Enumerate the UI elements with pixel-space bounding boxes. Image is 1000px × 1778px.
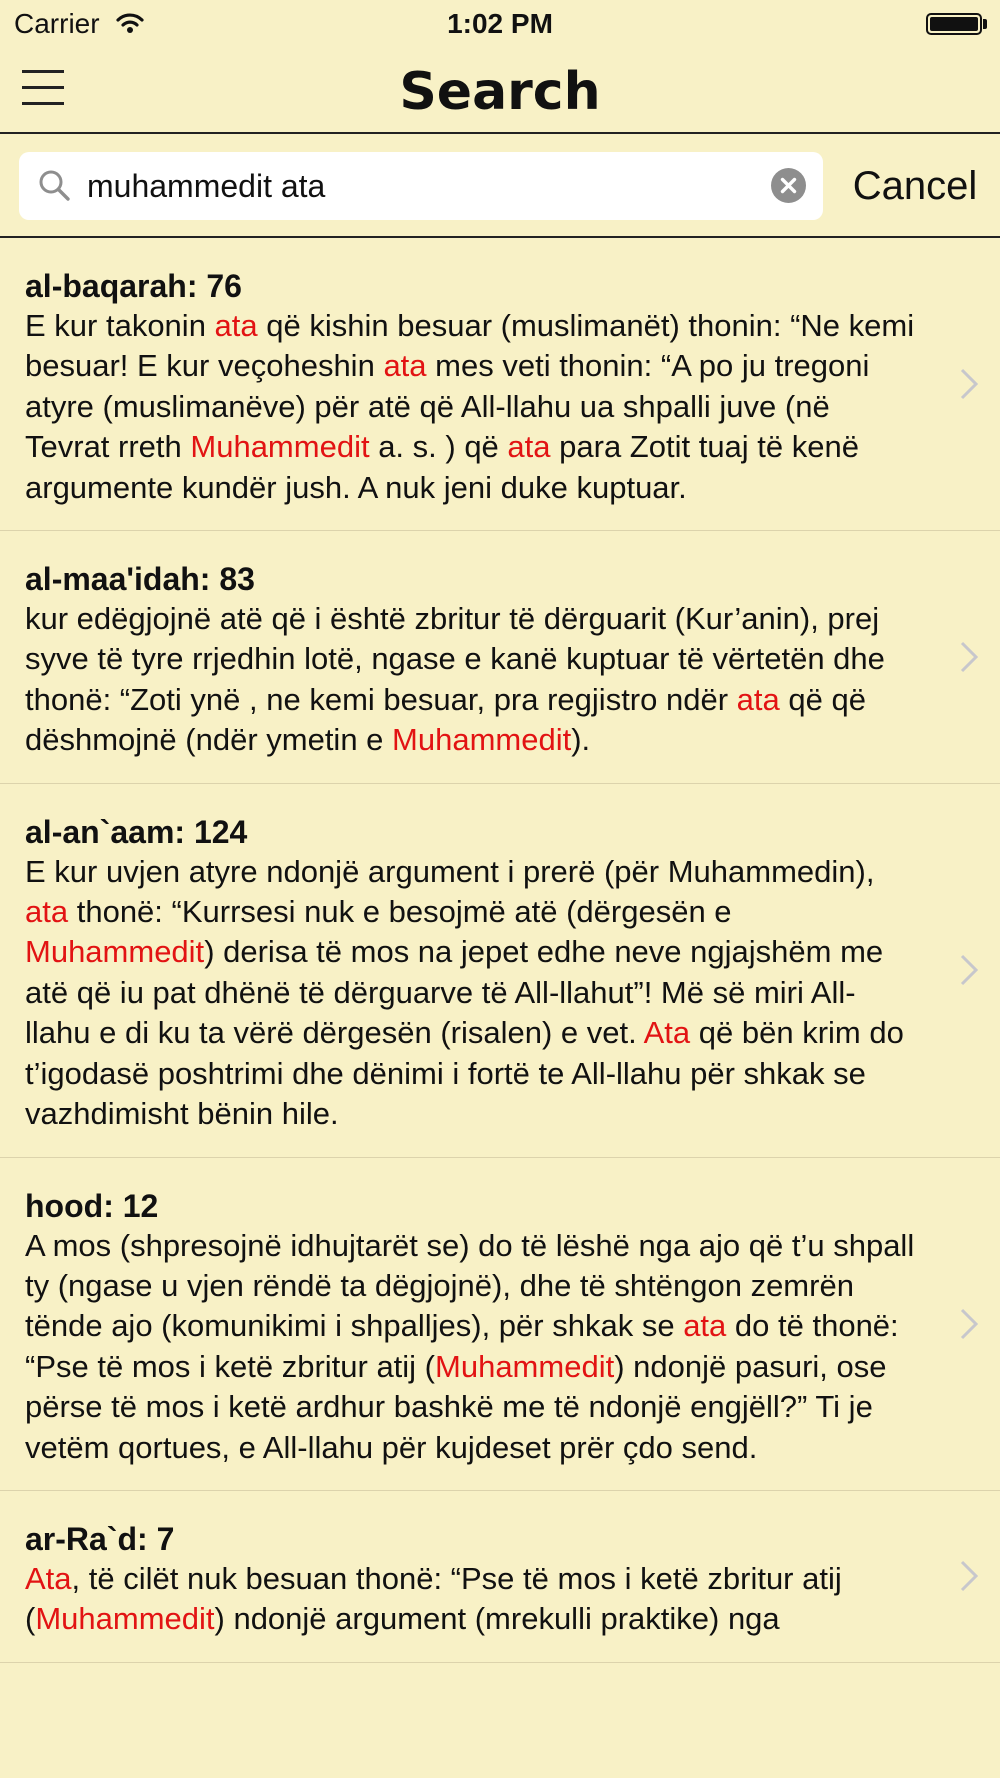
highlighted-match: ata: [25, 894, 69, 930]
chevron-right-icon: [958, 364, 982, 404]
chevron-right-icon: [958, 1304, 982, 1344]
page-title: Search: [399, 62, 601, 122]
highlighted-match: Muhammedit: [190, 429, 370, 465]
results-list: [0, 238, 1000, 1778]
search-icon: [37, 168, 73, 204]
result-reference: al-an`aam: 124: [25, 813, 248, 850]
status-time: 1:02 PM: [447, 8, 553, 39]
verse-segment: që që dëshmojnë (ndër ymetin e: [25, 681, 866, 758]
search-field[interactable]: [19, 152, 823, 220]
verse-segment: a. s. ) që: [369, 429, 508, 465]
verse-segment: ).: [571, 722, 591, 758]
chevron-right-icon: [958, 950, 982, 990]
status-bar: [0, 0, 1000, 50]
result-reference: al-baqarah: 76: [25, 268, 242, 304]
highlighted-match: ata: [736, 681, 780, 717]
verse-segment: që kishin besuar (muslimanët) thonin: “Ne kemi besuar! E kur veçoheshin: [25, 308, 915, 384]
highlighted-match: Muhammedit: [392, 722, 572, 758]
highlighted-match: Muhammedit: [25, 934, 205, 970]
verse-segment: ) ndonjë pasuri, ose përse të mos i ketë ardhur bashkë me të ndonjë engjëll?” Ti je vetëm qortues, e All-llahu për kujdeset prër çdo send.: [25, 1348, 887, 1465]
highlighted-match: Muhammedit: [35, 1601, 215, 1637]
highlighted-match: ata: [214, 308, 258, 343]
verse-segment: E kur uvjen atyre ndonjë argument i prerë (për Muhammedin),: [25, 853, 875, 889]
battery-tip: [983, 19, 987, 29]
result-row[interactable]: [0, 238, 1000, 531]
verse-segment: para Zotit tuaj të kenë argumente kundër jush. A nuk jeni duke kuptuar.: [25, 429, 859, 505]
search-bar: [0, 134, 1000, 238]
result-row[interactable]: [0, 531, 1000, 784]
highlighted-match: ata: [507, 429, 551, 465]
search-input[interactable]: [87, 152, 767, 220]
result-verse-text: [25, 599, 920, 761]
verse-segment: ) ndonjë argument (mrekulli praktike) nga: [214, 1601, 780, 1637]
highlighted-match: ata: [683, 1308, 727, 1344]
cancel-button[interactable]: Cancel: [852, 164, 978, 208]
result-reference: al-maa'idah: 83: [25, 561, 255, 598]
chevron-right-icon: [958, 637, 982, 677]
result-reference: ar-Ra`d: 7: [25, 1520, 175, 1557]
verse-segment: ) derisa të mos na jepet edhe neve ngjajshëm me atë që iu pat dhënë të dërguarve të All-llahut”! Më së miri All-llahu e di ku ta vërë dërgesën (risalen) e vet.: [25, 934, 884, 1051]
result-reference: hood: 12: [25, 1187, 159, 1224]
result-row[interactable]: [0, 1158, 1000, 1491]
verse-segment: thonë: “Kurrsesi nuk e besojmë atë (dërgesën e: [68, 894, 732, 930]
highlighted-match: Ata: [25, 1560, 72, 1596]
verse-segment: që bën krim do t’igodasë poshtrimi dhe dënimi i fortë te All-llahu për shkak se vazhdimisht bënin hile.: [25, 1015, 904, 1132]
navigation-bar: [0, 50, 1000, 134]
battery-icon: [926, 13, 982, 35]
result-verse-text: [25, 1226, 920, 1468]
result-verse-text: [25, 852, 920, 1135]
verse-segment: mes veti thonin: “A po ju tregoni atyre (muslimanëve) për atë që All-llahu ua shpalli juve (në Tevrat rreth: [25, 348, 870, 465]
result-verse-text: [25, 1559, 920, 1640]
highlighted-match: Ata: [643, 1015, 691, 1051]
highlighted-match: ata: [383, 348, 427, 384]
highlighted-match: Muhammedit: [435, 1348, 615, 1384]
chevron-right-icon: [958, 1556, 982, 1596]
verse-segment: A mos (shpresojnë idhujtarët se) do të lëshë nga ajo që t’u shpall ty (ngase u vjen rëndë ta dëgjojnë), dhe të shtëngon zemrën tënde ajo (komunikimi i shpalljes), për shkak se: [25, 1227, 915, 1344]
verse-segment: kur edëgjojnë atë që i është zbritur të dërguarit (Kur’anin), prej syve të tyre rrjedhin lotë, ngase e kanë kuptuar të vërtetën dhe thonë: “Zoti ynë , ne kemi besuar, pra regjistro ndër: [25, 601, 885, 717]
clear-search-icon[interactable]: [771, 168, 806, 203]
carrier-label: Carrier: [14, 8, 100, 39]
result-row[interactable]: [0, 784, 1000, 1158]
verse-segment: do të thonë: “Pse të mos i ketë zbritur atij (: [25, 1308, 899, 1384]
verse-segment: E kur takonin: [25, 308, 215, 343]
verse-segment: , të cilët nuk besuan thonë: “Pse të mos i ketë zbritur atij (: [25, 1560, 842, 1637]
result-verse-text: [25, 306, 920, 508]
result-row[interactable]: [0, 1491, 1000, 1663]
